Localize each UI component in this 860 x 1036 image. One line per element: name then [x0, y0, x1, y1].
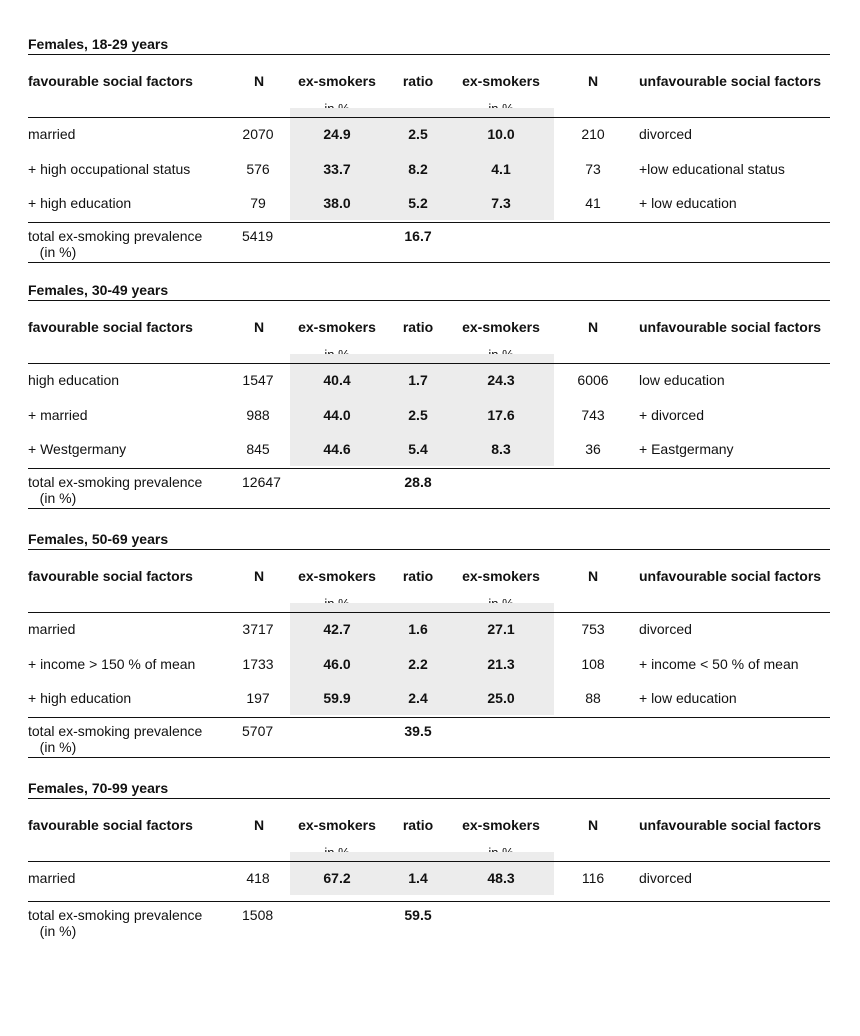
- column-header: ex-smokers: [462, 568, 540, 584]
- n-unfavourable: 88: [585, 690, 601, 706]
- ex-smokers-favourable: 46.0: [323, 655, 351, 672]
- header-rule: [28, 612, 830, 613]
- section-bottom-rule: [28, 508, 830, 509]
- ratio: 5.2: [408, 195, 428, 211]
- column-header: ex-smokers: [298, 73, 376, 89]
- total-ratio: 39.5: [404, 722, 432, 739]
- column-header: N: [253, 568, 265, 584]
- column-header: ratio: [402, 568, 434, 584]
- column-header: ratio: [402, 319, 434, 335]
- n-unfavourable: 6006: [577, 372, 609, 388]
- ex-smokers-unfavourable: 4.1: [491, 160, 511, 177]
- n-unfavourable: 41: [585, 195, 601, 211]
- unfavourable-factor: + income < 50 % of mean: [639, 655, 799, 672]
- column-header: unfavourable social factors: [639, 568, 822, 584]
- table-section: [28, 781, 830, 945]
- section-bottom-rule: [28, 757, 830, 758]
- unfavourable-factor: + low education: [639, 195, 737, 211]
- header-rule: [28, 363, 830, 364]
- column-header: N: [253, 73, 265, 89]
- total-rule: [28, 717, 830, 718]
- favourable-factor: + high education: [28, 195, 132, 211]
- total-ratio: 16.7: [404, 227, 432, 244]
- ratio: 2.2: [408, 655, 428, 672]
- total-rule: [28, 901, 830, 902]
- ratio: 2.4: [408, 690, 428, 706]
- unfavourable-factor: + low education: [639, 690, 737, 706]
- ex-smokers-unfavourable: 25.0: [487, 690, 515, 706]
- total-n: 5707: [242, 722, 274, 739]
- ex-smokers-favourable: 44.6: [323, 441, 351, 457]
- column-header: N: [253, 817, 265, 833]
- unfavourable-factor: divorced: [639, 870, 692, 886]
- ratio: 1.7: [408, 372, 428, 388]
- total-label: total ex-smoking prevalence (in %): [28, 722, 203, 755]
- ex-smokers-favourable: 33.7: [323, 160, 351, 177]
- table-section: [28, 283, 830, 516]
- favourable-factor: married: [28, 870, 76, 886]
- n-favourable: 2070: [242, 126, 274, 142]
- section-bottom-rule: [28, 262, 830, 263]
- table-section: [28, 532, 830, 765]
- ex-smokers-unfavourable: 21.3: [487, 655, 515, 672]
- total-ratio: 59.5: [404, 906, 432, 923]
- column-header: ratio: [402, 817, 434, 833]
- column-header: favourable social factors: [28, 817, 193, 833]
- column-header: favourable social factors: [28, 73, 193, 89]
- ex-smokers-unfavourable: 27.1: [487, 621, 515, 637]
- column-header: ex-smokers: [462, 817, 540, 833]
- ex-smokers-favourable: 67.2: [323, 870, 351, 886]
- total-rule: [28, 222, 830, 223]
- ex-smokers-unfavourable: 48.3: [487, 870, 515, 886]
- n-favourable: 988: [246, 406, 270, 423]
- column-header: unfavourable social factors: [639, 73, 822, 89]
- section-title: Females, 70-99 years: [28, 781, 830, 799]
- n-favourable: 79: [250, 195, 266, 211]
- n-favourable: 845: [246, 441, 270, 457]
- column-header: N: [587, 319, 599, 335]
- ex-smokers-favourable: 44.0: [323, 406, 351, 423]
- ratio: 1.6: [408, 621, 428, 637]
- column-header: ex-smokers: [298, 319, 376, 335]
- n-favourable: 418: [246, 870, 270, 886]
- column-header: ex-smokers: [462, 73, 540, 89]
- table-section: [28, 37, 830, 270]
- n-unfavourable: 36: [585, 441, 601, 457]
- column-header: N: [253, 319, 265, 335]
- column-header: favourable social factors: [28, 319, 193, 335]
- favourable-factor: married: [28, 126, 76, 142]
- ex-smokers-unfavourable: 8.3: [491, 441, 511, 457]
- ex-smokers-favourable: 24.9: [323, 126, 351, 142]
- ratio: 1.4: [408, 870, 428, 886]
- header-rule: [28, 117, 830, 118]
- ex-smokers-favourable: 38.0: [323, 195, 351, 211]
- header-rule: [28, 861, 830, 862]
- column-header: ex-smokers: [298, 568, 376, 584]
- unfavourable-factor: + Eastgermany: [639, 441, 734, 457]
- favourable-factor: + married: [28, 406, 88, 423]
- total-rule: [28, 468, 830, 469]
- column-header: ex-smokers: [462, 319, 540, 335]
- total-n: 12647: [242, 473, 281, 490]
- ratio: 8.2: [408, 160, 428, 177]
- unfavourable-factor: divorced: [639, 126, 692, 142]
- ex-smokers-favourable: 59.9: [323, 690, 351, 706]
- total-label: total ex-smoking prevalence (in %): [28, 227, 203, 260]
- section-title: Females, 30-49 years: [28, 283, 830, 301]
- unfavourable-factor: divorced: [639, 621, 692, 637]
- column-header: N: [587, 568, 599, 584]
- ratio: 5.4: [408, 441, 428, 457]
- section-title: Females, 18-29 years: [28, 37, 830, 55]
- favourable-factor: + Westgermany: [28, 441, 127, 457]
- favourable-factor: + high occupational status: [28, 160, 191, 177]
- favourable-factor: high education: [28, 372, 120, 388]
- ex-smokers-unfavourable: 7.3: [491, 195, 511, 211]
- n-unfavourable: 108: [581, 655, 605, 672]
- total-n: 1508: [242, 906, 274, 923]
- ex-smokers-favourable: 42.7: [323, 621, 351, 637]
- ex-smokers-unfavourable: 10.0: [487, 126, 515, 142]
- ex-smokers-unfavourable: 17.6: [487, 406, 515, 423]
- n-unfavourable: 753: [581, 621, 605, 637]
- total-label: total ex-smoking prevalence (in %): [28, 906, 203, 939]
- n-favourable: 576: [246, 160, 270, 177]
- ratio: 2.5: [408, 126, 428, 142]
- favourable-factor: + income > 150 % of mean: [28, 655, 196, 672]
- total-label: total ex-smoking prevalence (in %): [28, 473, 203, 506]
- n-favourable: 1547: [242, 372, 274, 388]
- total-n: 5419: [242, 227, 274, 244]
- ex-smokers-favourable: 40.4: [323, 372, 351, 388]
- favourable-factor: + high education: [28, 690, 132, 706]
- unfavourable-factor: +low educational status: [639, 160, 785, 177]
- n-favourable: 1733: [242, 655, 274, 672]
- unfavourable-factor: + divorced: [639, 406, 704, 423]
- favourable-factor: married: [28, 621, 76, 637]
- n-unfavourable: 743: [581, 406, 605, 423]
- n-unfavourable: 116: [581, 870, 605, 886]
- n-favourable: 197: [246, 690, 270, 706]
- ratio: 2.5: [408, 406, 428, 423]
- section-title: Females, 50-69 years: [28, 532, 830, 550]
- unfavourable-factor: low education: [639, 372, 725, 388]
- column-header: ex-smokers: [298, 817, 376, 833]
- n-favourable: 3717: [242, 621, 274, 637]
- column-header: N: [587, 73, 599, 89]
- n-unfavourable: 73: [585, 160, 601, 177]
- column-header: unfavourable social factors: [639, 817, 822, 833]
- column-header: unfavourable social factors: [639, 319, 822, 335]
- column-header: ratio: [402, 73, 434, 89]
- column-header: N: [587, 817, 599, 833]
- total-ratio: 28.8: [404, 473, 432, 490]
- n-unfavourable: 210: [581, 126, 605, 142]
- ex-smokers-unfavourable: 24.3: [487, 372, 515, 388]
- column-header: favourable social factors: [28, 568, 193, 584]
